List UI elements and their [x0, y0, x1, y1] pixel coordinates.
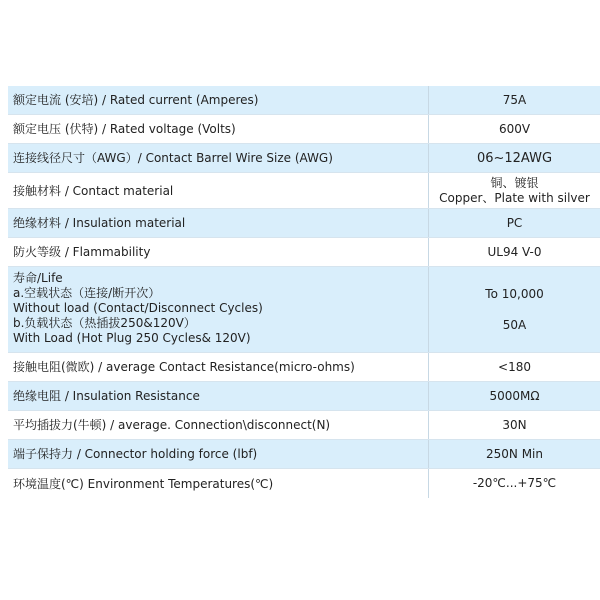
spec-row-rated-voltage	[8, 115, 600, 144]
spec-value: 5000MΩ	[489, 388, 540, 403]
spec-label: 额定电流 (安培) / Rated current (Amperes)	[8, 86, 429, 114]
spec-label: 端子保持力 / Connector holding force (lbf)	[8, 440, 429, 468]
spec-value-line: Copper、Plate with silver	[439, 190, 590, 205]
life-value-b: 50A	[502, 318, 527, 332]
spec-value: UL94 V-0	[487, 244, 542, 259]
spec-value: 30N	[502, 417, 527, 432]
life-label-line: With Load (Hot Plug 250 Cycles& 120V)	[13, 331, 251, 345]
spec-row-temperature	[8, 469, 600, 498]
spec-label: 绝缘材料 / Insulation material	[8, 209, 429, 237]
life-label-line: Without load (Contact/Disconnect Cycles)	[13, 301, 263, 315]
spec-row-insulation-resistance	[8, 382, 600, 411]
spec-label: 环境温度(℃) Environment Temperatures(℃)	[8, 469, 429, 498]
spec-value	[429, 267, 600, 352]
spec-label: 防火等级 / Flammability	[8, 238, 429, 266]
spec-value-line: 铜、镀银	[490, 175, 539, 190]
spec-label: 绝缘电阻 / Insulation Resistance	[8, 382, 429, 410]
life-label-line: b.负载状态（热插拔250&120V）	[13, 316, 196, 330]
life-label-line: 寿命/Life	[13, 271, 63, 285]
spec-row-contact-resistance	[8, 353, 600, 382]
spec-label: 平均插拔力(牛顿) / average. Connection\disconnect(N)	[8, 411, 429, 439]
spec-value: 250N Min	[486, 446, 543, 461]
spec-value: -20℃...+75℃	[472, 476, 557, 490]
spec-value: <180	[498, 359, 531, 374]
life-label-line: a.空载状态（连接/断开次）	[13, 286, 161, 300]
spec-row-insulation-material	[8, 209, 600, 238]
spec-table	[8, 86, 600, 498]
spec-row-flammability	[8, 238, 600, 267]
spec-value: 75A	[502, 92, 527, 107]
spec-row-wire-size	[8, 144, 600, 173]
spec-value	[429, 173, 600, 208]
spec-value: 600V	[498, 121, 531, 136]
spec-value: PC	[506, 215, 523, 230]
spec-label: 连接线径尺寸（AWG）/ Contact Barrel Wire Size (AWG)	[8, 144, 429, 172]
spec-value: 06~12AWG	[476, 150, 553, 166]
spec-label: 接触电阻(微欧) / average Contact Resistance(micro-ohms)	[8, 353, 429, 381]
spec-row-contact-material	[8, 173, 600, 209]
spec-row-holding-force	[8, 440, 600, 469]
spec-label	[8, 267, 429, 352]
life-value-a: To 10,000	[485, 287, 544, 301]
spec-label: 额定电压 (伏特) / Rated voltage (Volts)	[8, 115, 429, 143]
spec-label: 接触材料 / Contact material	[8, 173, 429, 208]
spec-row-life	[8, 267, 600, 353]
spec-row-rated-current	[8, 86, 600, 115]
spec-row-connect-force	[8, 411, 600, 440]
